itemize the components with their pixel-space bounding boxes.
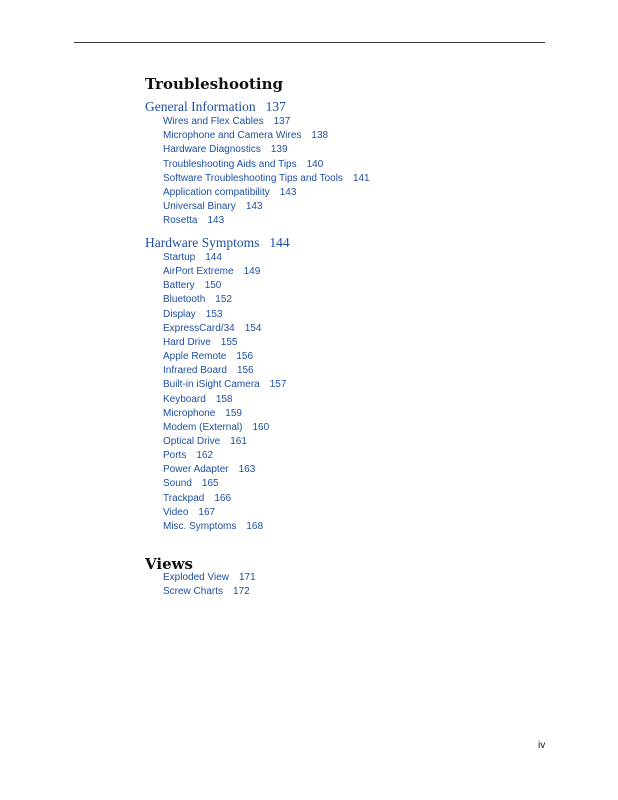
toc-entry-page: 153 — [205, 308, 223, 320]
toc-entry-label: Exploded View — [163, 572, 229, 583]
toc-entry[interactable] — [163, 464, 255, 476]
toc-entry[interactable] — [163, 280, 221, 292]
toc-entry[interactable] — [163, 478, 219, 490]
toc-entry-label: Apple Remote — [163, 351, 227, 363]
toc-entry-page: 162 — [196, 450, 214, 462]
toc-entry-label: Trackpad — [163, 492, 205, 504]
toc-entry-page: 159 — [225, 407, 242, 419]
toc-entry-label: Bluetooth — [163, 294, 206, 306]
chapter-title: General Information — [145, 99, 256, 114]
toc-entry[interactable] — [163, 394, 233, 406]
toc-entry[interactable] — [163, 586, 250, 598]
toc-entry-page: 154 — [244, 322, 262, 334]
toc-entry-label: Software Troubleshooting Tips and Tools — [163, 172, 343, 184]
toc-entry-label: ExpressCard/34 — [163, 322, 235, 334]
toc-entry-label: AirPort Extreme — [163, 266, 234, 278]
toc-entry-page: 139 — [270, 144, 288, 156]
toc-entry-label: Video — [163, 506, 189, 518]
toc-entry-label: Hardware Diagnostics — [163, 144, 261, 156]
toc-entry-page: 141 — [352, 172, 370, 184]
toc-entry-page: 156 — [236, 351, 254, 363]
toc-entry-page: 165 — [201, 478, 219, 490]
toc-entry-label: Sound — [163, 478, 192, 490]
toc-entry-page: 166 — [214, 492, 232, 504]
toc-entry[interactable] — [163, 215, 224, 227]
toc-entry-label: Misc. Symptoms — [163, 520, 237, 532]
toc-entry[interactable] — [163, 187, 296, 199]
toc-entry-label: Ports — [163, 450, 187, 462]
toc-entry-label: Application compatibility — [163, 187, 270, 198]
toc-entry-page: 168 — [246, 520, 264, 532]
toc-entry-label: Battery — [163, 280, 195, 292]
chapter-page: 144 — [269, 235, 290, 250]
toc-entry-page: 155 — [220, 336, 238, 348]
toc-entry-page: 137 — [273, 116, 291, 127]
chapter-page: 137 — [265, 99, 286, 114]
toc-entry-page: 143 — [245, 201, 263, 213]
toc-entry-label: Screw Charts — [163, 586, 224, 598]
toc-entry-label: Wires and Flex Cables — [163, 116, 264, 127]
toc-entry-label: Display — [163, 308, 196, 320]
toc-entry[interactable] — [163, 144, 288, 156]
toc-entry[interactable] — [163, 173, 370, 185]
toc-entry-page: 138 — [311, 130, 329, 142]
toc-entry-page: 158 — [215, 393, 233, 405]
toc-entry-label: Rosetta — [163, 215, 198, 227]
toc-entry-label: Optical Drive — [163, 435, 221, 447]
toc-entry[interactable] — [163, 365, 254, 377]
toc-entry-page: 171 — [238, 572, 256, 583]
toc-entry[interactable] — [163, 266, 260, 278]
toc-entry-page: 167 — [198, 506, 216, 518]
header-rule — [74, 42, 545, 43]
toc-entry[interactable] — [163, 294, 232, 306]
toc-entry-page: 163 — [238, 464, 256, 476]
toc-entry-page: 143 — [207, 215, 225, 227]
toc-entry-page: 156 — [236, 365, 254, 377]
toc-entry[interactable] — [163, 351, 253, 363]
toc-entry-label: Microphone and Camera Wires — [163, 130, 302, 142]
toc-entry-label: Infrared Board — [163, 365, 227, 377]
toc-entry[interactable] — [163, 408, 242, 420]
toc-entry-label: Modem (External) — [163, 421, 243, 433]
toc-entry-label: Startup — [163, 252, 196, 263]
toc-entry[interactable] — [163, 309, 222, 321]
section-title-troubleshooting: Troubleshooting — [145, 75, 283, 93]
toc-entry[interactable] — [163, 521, 263, 533]
toc-entry[interactable] — [163, 436, 247, 448]
toc-entry-page: 144 — [205, 252, 222, 263]
toc-entry-label: Microphone — [163, 407, 216, 419]
toc-entry[interactable] — [163, 252, 222, 264]
toc-entry-label: Hard Drive — [163, 336, 211, 348]
toc-entry-page: 143 — [279, 187, 297, 198]
toc-entry-label: Keyboard — [163, 393, 206, 405]
toc-entry[interactable] — [163, 572, 256, 584]
toc-entry-page: 160 — [252, 421, 270, 433]
toc-entry[interactable] — [163, 337, 237, 349]
toc-entry[interactable] — [163, 130, 328, 142]
chapter-general-information[interactable] — [145, 99, 286, 115]
chapter-hardware-symptoms[interactable] — [145, 235, 290, 251]
toc-entry-label: Power Adapter — [163, 464, 229, 476]
toc-entry-page: 161 — [230, 435, 247, 447]
toc-entry[interactable] — [163, 493, 231, 505]
toc-entry-page: 150 — [204, 280, 222, 292]
toc-entry-page: 149 — [243, 266, 261, 278]
toc-entry[interactable] — [163, 450, 213, 462]
toc-entry-label: Troubleshooting Aids and Tips — [163, 158, 297, 170]
section-title-views: Views — [145, 555, 193, 573]
toc-entry-page: 172 — [233, 586, 250, 598]
toc-entry[interactable] — [163, 201, 263, 213]
toc-entry[interactable] — [163, 422, 269, 434]
toc-entry-page: 157 — [269, 379, 287, 391]
chapter-title: Hardware Symptoms — [145, 235, 260, 250]
toc-entry-page: 152 — [215, 294, 232, 306]
toc-entry[interactable] — [163, 116, 290, 128]
toc-entry[interactable] — [163, 379, 286, 391]
toc-entry-page: 140 — [306, 158, 324, 170]
toc-entry[interactable] — [163, 323, 261, 335]
toc-entry[interactable] — [163, 159, 323, 171]
toc-entry-label: Universal Binary — [163, 201, 236, 213]
toc-entry-label: Built-in iSight Camera — [163, 379, 260, 391]
page-number: iv — [538, 740, 546, 751]
toc-entry[interactable] — [163, 507, 215, 519]
